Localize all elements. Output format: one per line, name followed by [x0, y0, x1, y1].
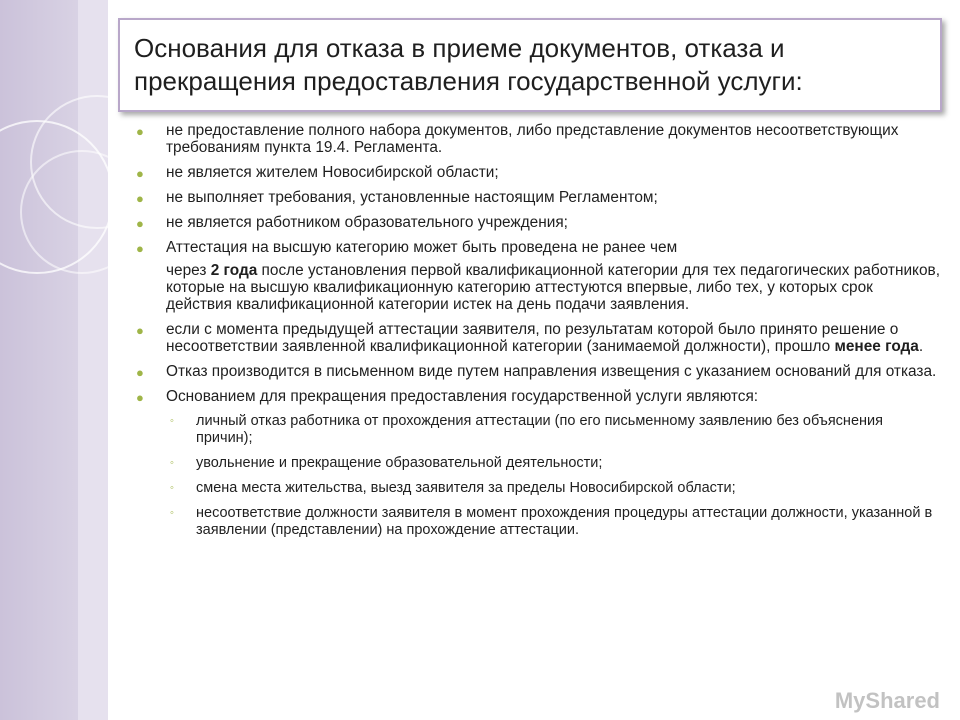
continuation-bold: 2 года: [210, 262, 258, 279]
continuation-text: после установления первой квалификационной категории для тех педагогических работников, которые на высшую квалификационную категорию аттестуются впервые, либо тех, у которых срок действия квалификационной категории истек на день подачи заявления.: [166, 262, 940, 313]
bullet-icon: ●: [136, 365, 144, 380]
list-item: [136, 321, 942, 355]
list-item-text: Основанием для прекращения предоставления государственной услуги являются:: [166, 388, 759, 405]
bullet-icon: ●: [136, 166, 144, 181]
list-item-text: Отказ производится в письменном виде путем направления извещения с указанием оснований для отказа.: [166, 363, 937, 380]
list-item-continuation: [136, 262, 942, 313]
bullet-icon: ●: [136, 191, 144, 206]
list-item: [136, 164, 942, 181]
list-item-text: если с момента предыдущей аттестации заявителя, по результатам которой было принято решение о несоответствии заявленной квалификационной категории (занимаемой должности), прошло: [166, 321, 899, 355]
sub-list-item: [166, 480, 942, 497]
list-item: [136, 239, 942, 256]
list-item-text: .: [918, 338, 924, 355]
sub-list-item-text: смена места жительства, выезд заявителя за пределы Новосибирской области;: [196, 480, 736, 496]
title-box: [118, 18, 942, 112]
sub-list-item: [166, 505, 942, 539]
list-item: [136, 189, 942, 206]
list-item-text: не предоставление полного набора документов, либо представление документов несоответствующих требованиям пункта 19.4. Регламента.: [166, 122, 899, 156]
bullet-icon: ●: [136, 241, 144, 256]
sub-list-item: [166, 455, 942, 472]
list-item: [136, 363, 942, 380]
slide-content: [136, 122, 942, 720]
bullet-icon: ●: [136, 124, 144, 139]
continuation-text: через: [166, 262, 211, 279]
sub-list-item-text: увольнение и прекращение образовательной деятельности;: [196, 455, 603, 471]
sub-bullet-icon: ◦: [170, 457, 174, 469]
list-item: [136, 388, 942, 405]
list-item-bold: менее года: [834, 338, 919, 355]
sub-bullet-icon: ◦: [170, 507, 174, 519]
list-item-text: не является работником образовательного учреждения;: [166, 214, 568, 231]
list-item: [136, 122, 942, 156]
sub-list-item: [166, 413, 942, 447]
list-item-text: Аттестация на высшую категорию может быть проведена не ранее чем: [166, 239, 678, 256]
slide-title: Основания для отказа в приеме документов, отказа и прекращения предоставления государственной услуги:: [134, 33, 803, 96]
sub-list: [136, 413, 942, 539]
list-item: [136, 214, 942, 231]
bullet-icon: ●: [136, 390, 144, 405]
bullet-icon: ●: [136, 323, 144, 338]
list-item-text: не является жителем Новосибирской области;: [166, 164, 499, 181]
list-item-text: не выполняет требования, установленные настоящим Регламентом;: [166, 189, 658, 206]
bullet-icon: ●: [136, 216, 144, 231]
decorative-left-band: [0, 0, 108, 720]
sub-bullet-icon: ◦: [170, 415, 174, 427]
sub-bullet-icon: ◦: [170, 482, 174, 494]
sub-list-item-text: личный отказ работника от прохождения аттестации (по его письменному заявлению без объяснения причин);: [196, 413, 883, 446]
sub-list-item-text: несоответствие должности заявителя в момент прохождения процедуры аттестации должности, указанной в заявлении (представлении) на прохождение аттестации.: [196, 505, 933, 538]
watermark-logo: MyShared: [834, 688, 940, 713]
